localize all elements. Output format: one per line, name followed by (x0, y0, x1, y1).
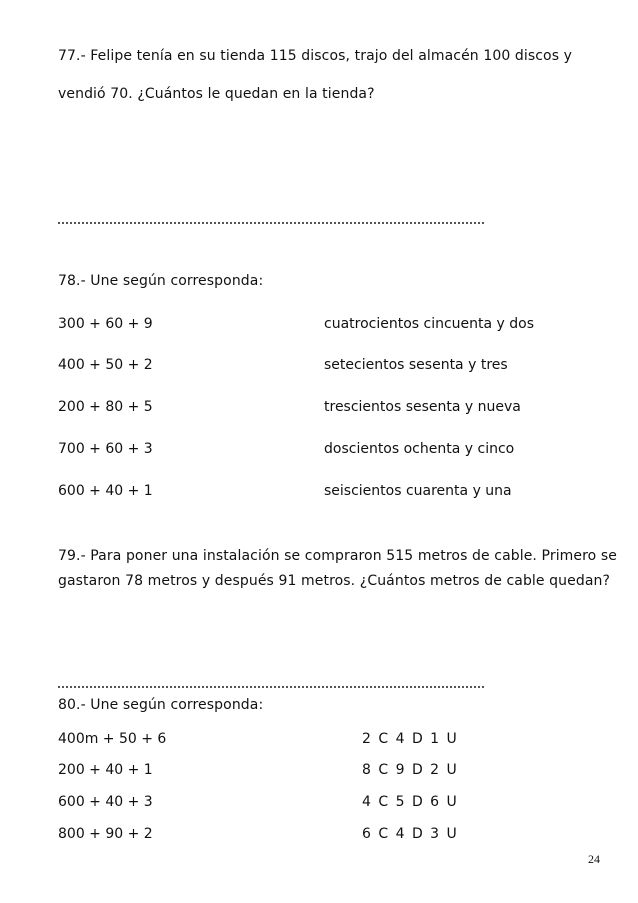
q78-right-2: setecientos sesenta y tres (324, 357, 508, 373)
q80-right-4: 6 C 4 D 3 U (362, 826, 457, 842)
q77-line-1: 77.- Felipe tenía en su tienda 115 discos, trajo del almacén 100 discos y (58, 48, 573, 64)
q78-title: 78.- Une según corresponda: (58, 273, 264, 289)
q78-left-1: 300 + 60 + 9 (58, 316, 153, 332)
q78-left-2: 400 + 50 + 2 (58, 357, 153, 373)
q77-line-2: vendió 70. ¿Cuántos le quedan en la tienda? (58, 86, 375, 102)
q80-left-3: 600 + 40 + 3 (58, 794, 153, 810)
q80-left-4: 800 + 90 + 2 (58, 826, 153, 842)
q80-right-3: 4 C 5 D 6 U (362, 794, 457, 810)
q80-left-1: 400m + 50 + 6 (58, 731, 167, 747)
q80-right-2: 8 C 9 D 2 U (362, 762, 457, 778)
q80-title: 80.- Une según corresponda: (58, 697, 264, 713)
q79-line-1: 79.- Para poner una instalación se compraron 515 metros de cable. Primero se (58, 548, 617, 564)
q77-answer-line (58, 222, 484, 224)
q78-right-5: seiscientos cuarenta y una (324, 483, 512, 499)
q78-right-4: doscientos ochenta y cinco (324, 441, 515, 457)
q78-right-1: cuatrocientos cincuenta y dos (324, 316, 535, 332)
q79-line-2: gastaron 78 metros y después 91 metros. ¿Cuántos metros de cable quedan? (58, 573, 611, 589)
q78-left-4: 700 + 60 + 3 (58, 441, 153, 457)
q78-right-3: trescientos sesenta y nueva (324, 399, 521, 415)
q78-left-5: 600 + 40 + 1 (58, 483, 153, 499)
page-number: 24 (588, 852, 600, 866)
q79-answer-line (58, 686, 484, 688)
q78-left-3: 200 + 80 + 5 (58, 399, 153, 415)
q80-right-1: 2 C 4 D 1 U (362, 731, 457, 747)
q80-left-2: 200 + 40 + 1 (58, 762, 153, 778)
